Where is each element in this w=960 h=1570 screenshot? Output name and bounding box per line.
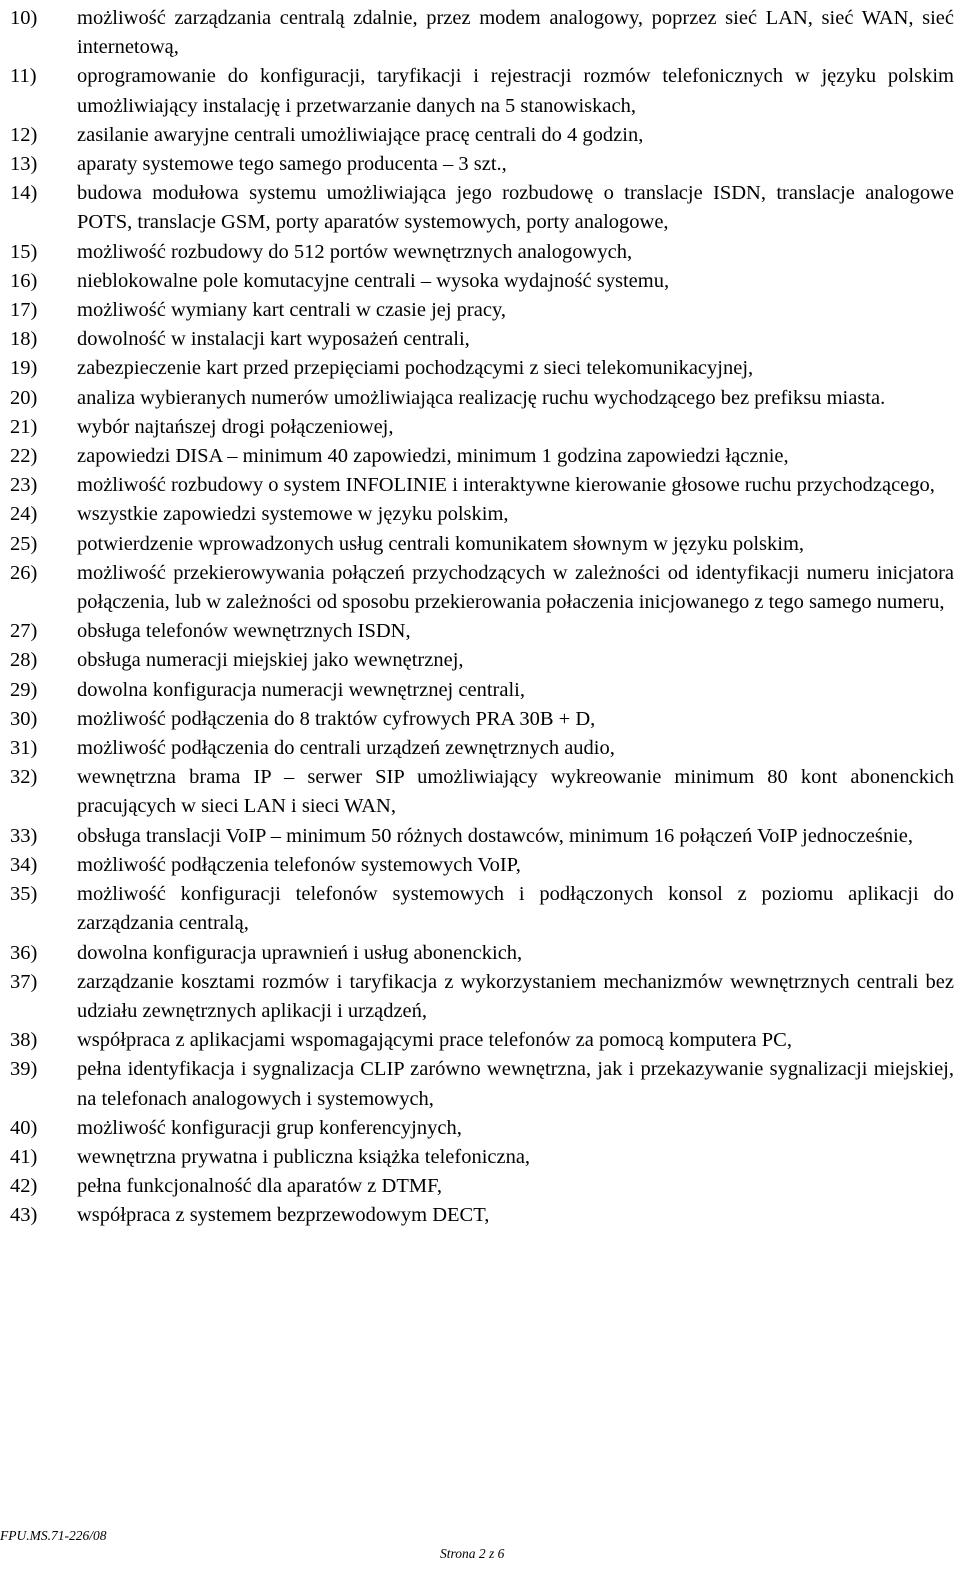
list-item <box>10 121 954 150</box>
item-number: 38) <box>10 1029 38 1052</box>
item-text: oprogramowanie do konfiguracji, taryfikacji i rejestracji rozmów telefonicznych w języku polskim umożliwiający instalację i przetwarzanie danych na 5 stanowiskach, <box>77 65 954 117</box>
list-item <box>10 384 954 413</box>
item-text: możliwość rozbudowy o system INFOLINIE i interaktywne kierowanie głosowe ruchu przychodzącego, <box>77 474 935 497</box>
item-text: wewnętrzna brama IP – serwer SIP umożliwiający wykreowanie minimum 80 kont abonenckich pracujących w sieci LAN i sieci WAN, <box>77 766 954 818</box>
list-item <box>10 734 954 763</box>
item-number: 30) <box>10 707 38 730</box>
list-item <box>10 413 954 442</box>
item-text: dowolna konfiguracja uprawnień i usług abonenckich, <box>77 941 523 964</box>
item-text: budowa modułowa systemu umożliwiająca jego rozbudowę o translacje ISDN, translacje analogowe POTS, translacje GSM, porty aparatów systemowych, porty analogowe, <box>77 182 954 234</box>
item-number: 11) <box>10 65 37 88</box>
item-number: 34) <box>10 853 38 876</box>
list-item <box>10 1143 954 1172</box>
list-item <box>10 939 954 968</box>
list-item <box>10 471 954 500</box>
list-item <box>10 646 954 675</box>
item-number: 40) <box>10 1116 38 1139</box>
item-number: 22) <box>10 445 38 468</box>
item-text: możliwość przekierowywania połączeń przychodzących w zależności od identyfikacji numeru inicjatora połączenia, lub w zależności od sposobu przekierowania połaczenia inicjowanego z tego samego numeru, <box>77 561 954 614</box>
list-item <box>10 851 954 880</box>
list-item <box>10 530 954 559</box>
document-code: FPU.MS.71-226/08 <box>0 1528 107 1543</box>
item-number: 17) <box>10 299 38 322</box>
item-text: możliwość konfiguracji grup konferencyjnych, <box>77 1116 462 1139</box>
list-item <box>10 238 954 267</box>
item-text: obsługa numeracji miejskiej jako wewnętrznej, <box>77 649 464 672</box>
item-text: zarządzanie kosztami rozmów i taryfikacja z wykorzystaniem mechanizmów wewnętrznych centrali bez udziału zewnętrznych aplikacji i urządzeń, <box>77 970 954 1022</box>
item-number: 15) <box>10 240 38 263</box>
list-item <box>10 1201 954 1230</box>
item-number: 19) <box>10 357 38 380</box>
list-item <box>10 62 954 120</box>
item-text: potwierdzenie wprowadzonych usług centrali komunikatem słownym w języku polskim, <box>77 532 805 555</box>
item-number: 41) <box>10 1145 38 1168</box>
list-item <box>10 705 954 734</box>
page-footer <box>0 1524 960 1570</box>
item-text: obsługa telefonów wewnętrznych ISDN, <box>77 620 411 643</box>
list-item <box>10 1172 954 1201</box>
item-text: wewnętrzna prywatna i publiczna książka telefoniczna, <box>77 1145 531 1168</box>
item-number: 18) <box>10 328 38 351</box>
item-text: możliwość podłączenia do centrali urządzeń zewnętrznych audio, <box>77 737 615 760</box>
list-item <box>10 880 954 938</box>
list-item <box>10 179 954 237</box>
item-text: dowolna konfiguracja numeracji wewnętrznej centrali, <box>77 678 525 701</box>
item-number: 21) <box>10 415 38 438</box>
item-text: zasilanie awaryjne centrali umożliwiające pracę centrali do 4 godzin, <box>77 123 644 146</box>
item-text: współpraca z systemem bezprzewodowym DECT, <box>77 1204 490 1227</box>
list-item <box>10 4 954 62</box>
item-number: 29) <box>10 678 38 701</box>
item-number: 10) <box>10 7 38 29</box>
list-item <box>10 559 954 617</box>
item-number: 20) <box>10 386 38 409</box>
list-item <box>10 500 954 529</box>
item-number: 31) <box>10 737 38 760</box>
item-number: 32) <box>10 766 38 789</box>
item-text: pełna identyfikacja i sygnalizacja CLIP zarówno wewnętrzna, jak i przekazywanie sygnalizacji miejskiej, na telefonach analogowych i systemowych, <box>77 1058 954 1110</box>
list-item <box>10 617 954 646</box>
item-number: 37) <box>10 970 38 993</box>
list-item <box>10 1114 954 1143</box>
item-number: 12) <box>10 123 38 146</box>
item-number: 26) <box>10 561 38 584</box>
list-item <box>10 676 954 705</box>
item-number: 23) <box>10 474 38 497</box>
item-text: możliwość wymiany kart centrali w czasie jej pracy, <box>77 299 506 322</box>
item-text: zapowiedzi DISA – minimum 40 zapowiedzi, minimum 1 godzina zapowiedzi łącznie, <box>77 445 789 468</box>
item-text: możliwość zarządzania centralą zdalnie, przez modem analogowy, poprzez sieć LAN, sieć WAN, sieć internetową, <box>77 7 954 59</box>
list-item <box>10 267 954 296</box>
item-text: możliwość podłączenia telefonów systemowych VoIP, <box>77 853 521 876</box>
item-number: 39) <box>10 1058 38 1081</box>
item-number: 13) <box>10 153 38 176</box>
item-number: 28) <box>10 649 38 672</box>
item-number: 25) <box>10 532 38 555</box>
requirements-list <box>10 4 954 1231</box>
item-text: możliwość rozbudowy do 512 portów wewnętrznych analogowych, <box>77 240 633 263</box>
item-number: 27) <box>10 620 38 643</box>
item-text: pełna funkcjonalność dla aparatów z DTMF, <box>77 1175 442 1198</box>
item-text: aparaty systemowe tego samego producenta – 3 szt., <box>77 153 507 176</box>
item-text: możliwość konfiguracji telefonów systemowych i podłączonych konsol z poziomu aplikacji do zarządzania centralą, <box>77 883 954 935</box>
list-item <box>10 442 954 471</box>
item-text: wszystkie zapowiedzi systemowe w języku polskim, <box>77 503 509 526</box>
list-item <box>10 1055 954 1113</box>
item-text: analiza wybieranych numerów umożliwiająca realizację ruchu wychodzącego bez prefiksu miasta. <box>77 386 886 409</box>
list-item <box>10 968 954 1026</box>
list-item <box>10 1026 954 1055</box>
item-text: wybór najtańszej drogi połączeniowej, <box>77 415 394 438</box>
list-item <box>10 150 954 179</box>
item-text: zabezpieczenie kart przed przepięciami pochodzącymi z sieci telekomunikacyjnej, <box>77 357 754 380</box>
item-number: 14) <box>10 182 38 205</box>
item-number: 42) <box>10 1175 38 1198</box>
item-number: 43) <box>10 1204 38 1227</box>
list-item <box>10 296 954 325</box>
list-item <box>10 325 954 354</box>
list-item <box>10 354 954 383</box>
item-text: współpraca z aplikacjami wspomagającymi prace telefonów za pomocą komputera PC, <box>77 1029 792 1052</box>
item-text: nieblokowalne pole komutacyjne centrali – wysoka wydajność systemu, <box>77 269 670 292</box>
item-number: 24) <box>10 503 38 526</box>
item-number: 16) <box>10 269 38 292</box>
item-number: 36) <box>10 941 38 964</box>
item-number: 35) <box>10 883 38 906</box>
list-item <box>10 822 954 851</box>
item-text: dowolność w instalacji kart wyposażeń centrali, <box>77 328 470 351</box>
item-number: 33) <box>10 824 38 847</box>
page-number: Strona 2 z 6 <box>440 1546 505 1561</box>
item-text: obsługa translacji VoIP – minimum 50 różnych dostawców, minimum 16 połączeń VoIP jednocześnie, <box>77 824 914 847</box>
item-text: możliwość podłączenia do 8 traktów cyfrowych PRA 30B + D, <box>77 707 596 730</box>
list-item <box>10 763 954 821</box>
